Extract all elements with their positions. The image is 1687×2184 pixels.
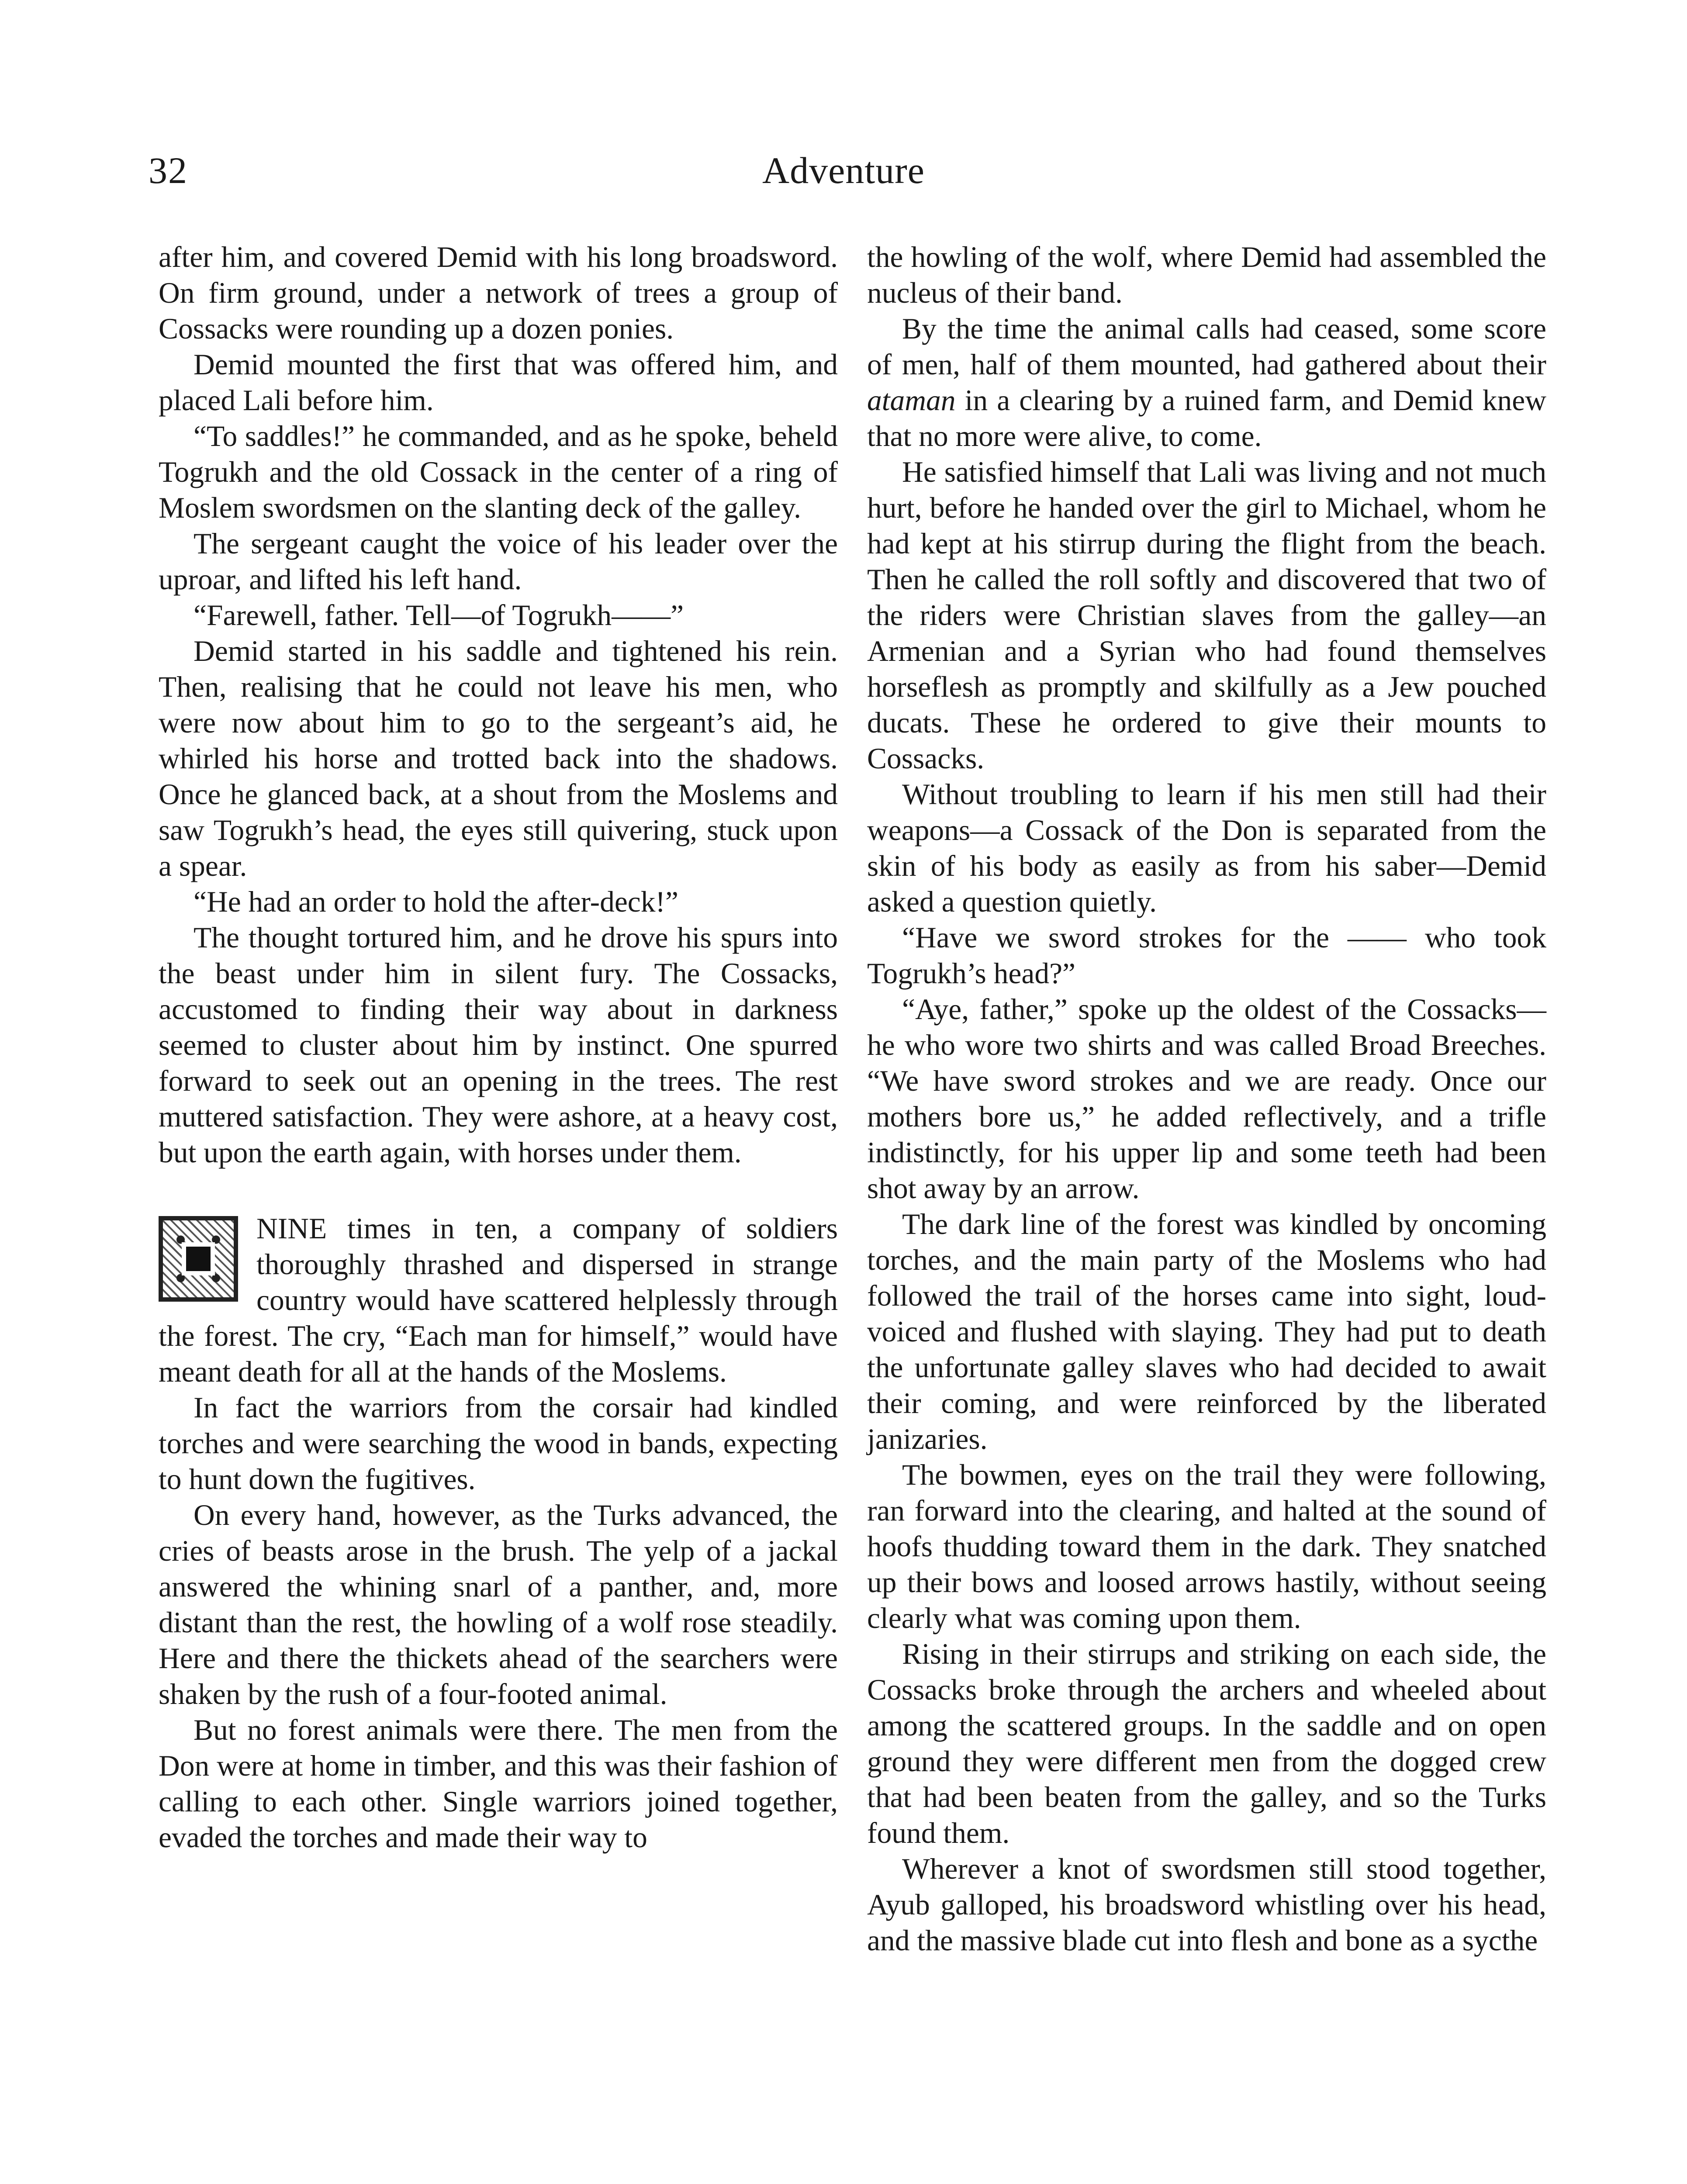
paragraph: The bowmen, eyes on the trail they were following, ran forward into the clearing, and halted at the sound of hoofs thudding toward them in the dark. They snatched up their bows and loosed arrows hastily, without seeing clearly what was coming upon them.: [867, 1458, 1546, 1635]
paragraph: Rising in their stirrups and striking on each side, the Cossacks broke through the archers and wheeled about among the scattered groups. In the saddle and on open ground they were different men from the dogged crew that had been beaten from the galley, and so the Turks found them.: [867, 1638, 1546, 1849]
paragraph-text: in a clearing by a ruined farm, and Demid knew that no more were alive, to come.: [867, 384, 1546, 453]
page-number: 32: [149, 149, 188, 191]
paragraph: “To saddles!” he commanded, and as he spoke, beheld Togrukh and the old Cossack in the center of a ring of Moslem swordsmen on the slanting deck of the galley.: [159, 420, 838, 524]
paragraph: Without troubling to learn if his men still had their weapons—a Cossack of the Don is separated from the skin of his body as easily as from his saber—Demid asked a question quietly.: [867, 778, 1546, 918]
paragraph: On every hand, however, as the Turks advanced, the cries of beasts arose in the brush. The yelp of a jackal answered the whining snarl of a panther, and, more distant than the rest, the howling of a wolf rose steadily. Here and there the thickets ahead of the searchers were shaken by the rush of a four-footed animal.: [159, 1499, 838, 1711]
paragraph: “Aye, father,” spoke up the oldest of the Cossacks—he who wore two shirts and was called Broad Breeches. “We have sword strokes and we are ready. Once our mothers bore us,” he added reflectively, and a trifle indistinctly, for his upper lip and some teeth had been shot away by an arrow.: [867, 993, 1546, 1205]
running-title: Adventure: [762, 149, 925, 191]
paragraph: “Have we sword strokes for the —— who took Togrukh’s head?”: [867, 921, 1546, 990]
paragraph: The thought tortured him, and he drove his spurs into the beast under him in silent fury. The Cossacks, accustomed to finding their way about in darkness seemed to cluster about him by instinct. One spurred forward to seek out an opening in the trees. The rest muttered satisfaction. They were ashore, at a heavy cost, but upon the earth again, with horses under them.: [159, 921, 838, 1169]
italic-term: ataman: [867, 384, 956, 417]
paragraph: after him, and covered Demid with his long broadsword. On firm ground, under a network of trees a group of Cossacks were rounding up a dozen ponies.: [159, 241, 838, 345]
right-column: [867, 239, 1546, 1959]
paragraph: Demid started in his saddle and tightened his rein. Then, realising that he could not leave his men, who were now about him to go to the sergeant’s aid, he whirled his horse and trotted back into the shadows. Once he glanced back, at a shout from the Moslems and saw Togrukh’s head, the eyes still quivering, stuck upon a spear.: [159, 635, 838, 882]
paragraph: “He had an order to hold the after-deck!”: [194, 885, 678, 918]
paragraph: In fact the warriors from the corsair had kindled torches and were searching the wood in bands, expecting to hunt down the fugitives.: [159, 1391, 838, 1496]
paragraph: The dark line of the forest was kindled by oncoming torches, and the main party of the Moslems who had followed the trail of the horses came into sight, loud-voiced and flushed with slaying. They had put to death the unfortunate galley slaves who had decided to await their coming, and were reinforced by the liberated janizaries.: [867, 1208, 1546, 1455]
section-opening-paragraph: [159, 1211, 838, 1390]
paragraph: “Farewell, father. Tell—of Togrukh——”: [194, 599, 684, 632]
paragraph: [867, 311, 1546, 454]
paragraph: Wherever a knot of swordsmen still stood together, Ayub galloped, his broadsword whistling over his head, and the massive blade cut into flesh and bone as a sycthe: [867, 1852, 1546, 1957]
paragraph-text: By the time the animal calls had ceased, some score of men, half of them mounted, had gathered about their: [867, 312, 1546, 381]
paragraph-text: NINE times in ten, a company of soldiers thoroughly thrashed and dispersed in strange country would have scattered helplessly through the forest. The cry, “Each man for himself,” would have meant death for all at the hands of the Moslems.: [159, 1212, 838, 1388]
paragraph: the howling of the wolf, where Demid had assembled the nucleus of their band.: [867, 241, 1546, 309]
paragraph: Demid mounted the first that was offered him, and placed Lali before him.: [159, 348, 838, 417]
paragraph: He satisfied himself that Lali was living and not much hurt, before he handed over the girl to Michael, whom he had kept at his stirrup during the flight from the beach. Then he called the roll softly and discovered that two of the riders were Christian slaves from the galley—an Armenian and a Syrian who had found themselves horseflesh as promptly and skilfully as a Jew pouched ducats. These he ordered to give their mounts to Cossacks.: [867, 456, 1546, 775]
section-break: [159, 1171, 838, 1211]
paragraph: The sergeant caught the voice of his leader over the uproar, and lifted his left hand.: [159, 527, 838, 596]
left-column: [159, 239, 838, 1856]
paragraph: But no forest animals were there. The men from the Don were at home in timber, and this was their fashion of calling to each other. Single warriors joined together, evaded the torches and made their way to: [159, 1714, 838, 1854]
ornamental-initial-icon: [159, 1216, 238, 1302]
